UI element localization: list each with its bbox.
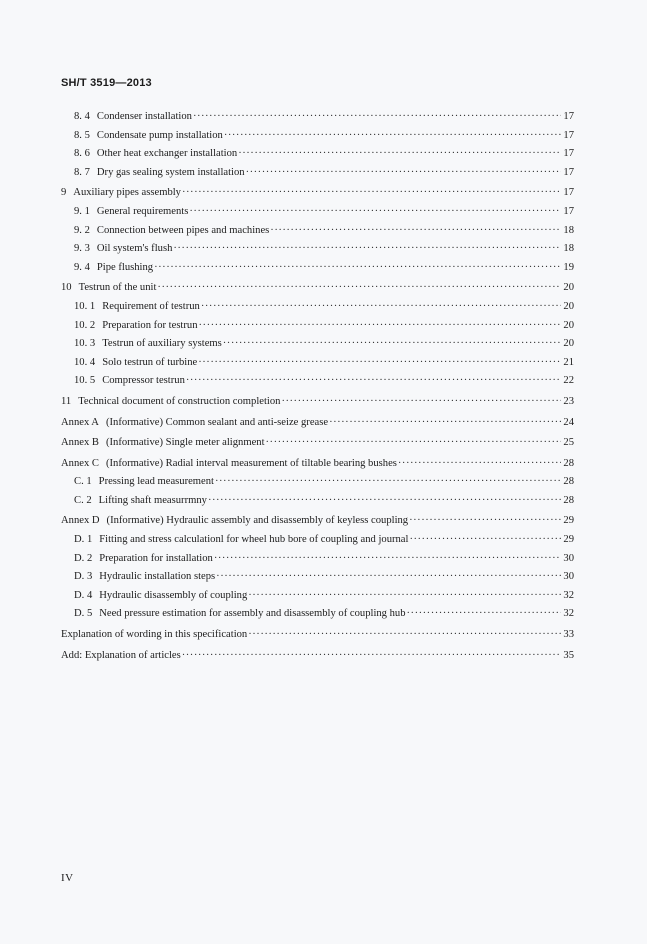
toc-entry-page: 19 [563, 261, 574, 273]
toc-entry[interactable] [61, 298, 574, 317]
toc-entry-title: (Informative) Single meter alignment [105, 437, 265, 449]
toc-entry[interactable] [61, 605, 574, 624]
toc-leader-dots [281, 393, 561, 412]
toc-entry-page: 23 [563, 395, 574, 407]
toc-entry[interactable] [61, 512, 574, 531]
toc-entry[interactable] [61, 145, 574, 164]
toc-entry-number: D. 4 [74, 589, 93, 601]
toc-entry-number: D. 2 [74, 552, 93, 564]
toc-leader-dots [182, 647, 561, 666]
toc-leader-dots [198, 354, 561, 373]
toc-entry-number: 10. 5 [74, 375, 96, 387]
toc-leader-dots [407, 605, 561, 624]
toc-leader-dots [246, 164, 561, 183]
toc-entry-title: Preparation for installation [99, 552, 213, 564]
page-number: IV [61, 872, 74, 884]
toc-entry-page: 24 [563, 416, 574, 428]
toc-entry-title: Condenser installation [96, 111, 192, 122]
toc-entry[interactable] [61, 626, 574, 645]
toc-entry-title: Connection between pipes and machines [96, 224, 270, 236]
toc-entry-page: 29 [563, 534, 574, 546]
toc-entry-page: 25 [563, 437, 574, 449]
toc-entry-title: Hydraulic installation steps [99, 571, 216, 583]
toc-entry[interactable] [61, 414, 574, 433]
toc-entry[interactable] [61, 354, 574, 373]
toc-entry[interactable] [61, 492, 574, 511]
toc-entry-page: 18 [563, 243, 574, 255]
toc-entry[interactable] [61, 434, 574, 453]
toc-entry-title: Need pressure estimation for assembly and disassembly of coupling hub [99, 608, 406, 620]
toc-entry-page: 29 [563, 515, 574, 527]
toc-entry-title: General requirements [96, 205, 189, 217]
toc-entry-page: 20 [563, 300, 574, 312]
toc-entry-number: 9. 2 [74, 224, 90, 236]
toc-entry-title: Lifting shaft measurrmny [98, 494, 207, 506]
toc-leader-dots [215, 473, 561, 492]
toc-entry-title: Preparation for testrun [102, 319, 198, 331]
toc-entry-title: Requirement of testrun [102, 300, 200, 312]
toc-entry-page: 17 [563, 129, 574, 141]
toc-leader-dots [157, 279, 561, 298]
toc-leader-dots [214, 550, 561, 569]
toc-entry-page: 17 [563, 148, 574, 160]
toc-entry-title: Other heat exchanger installation [96, 148, 238, 160]
toc-entry[interactable] [61, 164, 574, 183]
toc-entry-number: 9. 3 [74, 243, 90, 255]
toc-entry-number: 8. 7 [74, 166, 90, 178]
toc-entry[interactable] [61, 587, 574, 606]
toc-entry-page: 28 [563, 494, 574, 506]
toc-entry-page: 22 [563, 375, 574, 387]
toc-entry[interactable] [61, 372, 574, 391]
toc-entry-title: Explanation of wording in this specification [61, 629, 248, 641]
toc-entry-page: 33 [563, 629, 574, 641]
toc-entry-page: 17 [563, 205, 574, 217]
toc-entry[interactable] [61, 222, 574, 241]
toc-entry-number: Annex B [61, 437, 99, 449]
toc-entry[interactable] [61, 335, 574, 354]
toc-entry-title: Testrun of the unit [78, 282, 157, 294]
toc-entry-title: Technical document of construction completion [78, 395, 281, 407]
toc-leader-dots [409, 531, 561, 550]
toc-entry-number: Annex D [61, 515, 100, 527]
toc-entry-number: 10. 3 [74, 338, 96, 350]
toc-entry[interactable] [61, 203, 574, 222]
toc-entry-page: 30 [563, 571, 574, 583]
toc-entry-number: D. 3 [74, 571, 93, 583]
toc-entry[interactable] [61, 184, 574, 203]
toc-leader-dots [199, 317, 561, 336]
toc-leader-dots [224, 127, 561, 146]
toc-entry-page: 17 [563, 166, 574, 178]
toc-entry-title: Fitting and stress calculationl for wheel hub bore of coupling and journal [99, 534, 409, 546]
toc-entry[interactable] [61, 550, 574, 569]
toc-entry-page: 35 [563, 649, 574, 661]
toc-entry-title: (Informative) Common sealant and anti-seize grease [105, 416, 329, 428]
toc-entry-page: 17 [563, 111, 574, 122]
toc-entry-title: Dry gas sealing system installation [96, 166, 245, 178]
toc-leader-dots [201, 298, 561, 317]
toc-entry-page: 18 [563, 224, 574, 236]
toc-entry-page: 20 [563, 319, 574, 331]
toc-entry-number: C. 1 [74, 476, 92, 488]
toc-entry-number: 10. 2 [74, 319, 96, 331]
toc-entry-title: Solo testrun of turbine [102, 356, 198, 368]
toc-entry-page: 20 [563, 282, 574, 294]
toc-entry-title: Add: Explanation of articles [61, 649, 181, 661]
toc-entry-number: D. 1 [74, 534, 93, 546]
toc-entry-number: 8. 4 [74, 111, 90, 122]
toc-entry[interactable] [61, 647, 574, 666]
toc-entry-number: 11 [61, 395, 72, 407]
toc-entry[interactable] [61, 473, 574, 492]
toc-entry-title: Testrun of auxiliary systems [102, 338, 222, 350]
toc-leader-dots [266, 434, 561, 453]
toc-entry[interactable] [61, 531, 574, 550]
toc-entry-title: Hydraulic disassembly of coupling [99, 589, 248, 601]
toc-entry-number: C. 2 [74, 494, 92, 506]
toc-leader-dots [398, 455, 561, 474]
toc-leader-dots [189, 203, 561, 222]
toc-leader-dots [154, 259, 561, 278]
toc-leader-dots [409, 512, 561, 531]
toc-entry-number: 10. 4 [74, 356, 96, 368]
toc-leader-dots [270, 222, 561, 241]
toc-entry-title: Condensate pump installation [96, 129, 223, 141]
table-of-contents [61, 108, 574, 665]
toc-entry[interactable] [61, 279, 574, 298]
toc-entry-title: Pressing lead measurement [98, 476, 214, 488]
toc-leader-dots [223, 335, 561, 354]
toc-entry-title: (Informative) Radial interval measurement of tiltable bearing bushes [105, 457, 397, 469]
toc-leader-dots [238, 145, 561, 164]
toc-entry-number: Annex C [61, 457, 99, 469]
toc-entry-number: 9. 4 [74, 261, 90, 273]
toc-entry-page: 21 [563, 356, 574, 368]
toc-entry[interactable] [61, 568, 574, 587]
toc-entry-page: 17 [563, 187, 574, 199]
toc-entry-number: Annex A [61, 416, 99, 428]
toc-leader-dots [208, 492, 561, 511]
toc-entry-number: 10. 1 [74, 300, 96, 312]
toc-entry-page: 20 [563, 338, 574, 350]
toc-entry-page: 28 [563, 476, 574, 488]
toc-entry-title: Auxiliary pipes assembly [73, 187, 181, 199]
toc-entry-page: 30 [563, 552, 574, 564]
toc-leader-dots [193, 108, 561, 127]
toc-entry-page: 28 [563, 457, 574, 469]
toc-entry[interactable] [61, 240, 574, 259]
toc-entry-title: Oil system's flush [96, 243, 173, 255]
toc-entry-number: 9. 1 [74, 205, 90, 217]
toc-entry[interactable] [61, 127, 574, 146]
toc-entry[interactable] [61, 455, 574, 474]
toc-leader-dots [248, 587, 561, 606]
toc-leader-dots [216, 568, 561, 587]
toc-entry[interactable] [61, 259, 574, 278]
toc-entry[interactable] [61, 393, 574, 412]
toc-leader-dots [248, 626, 561, 645]
toc-leader-dots [173, 240, 561, 259]
toc-entry-number: 8. 5 [74, 129, 90, 141]
toc-entry-number: 8. 6 [74, 148, 90, 160]
toc-leader-dots [186, 372, 561, 391]
toc-leader-dots [329, 414, 561, 433]
toc-entry-number: D. 5 [74, 608, 93, 620]
toc-entry-page: 32 [563, 608, 574, 620]
toc-entry-title: (Informative) Hydraulic assembly and disassembly of keyless coupling [106, 515, 409, 527]
toc-entry-title: Pipe flushing [96, 261, 154, 273]
toc-entry[interactable] [61, 108, 574, 127]
toc-entry-title: Compressor testrun [102, 375, 185, 387]
standard-number: SH/T 3519—2013 [61, 77, 152, 89]
toc-entry-number: 9 [61, 187, 67, 199]
toc-entry-page: 32 [563, 589, 574, 601]
toc-leader-dots [182, 184, 561, 203]
toc-entry[interactable] [61, 317, 574, 336]
toc-entry-number: 10 [61, 282, 72, 294]
